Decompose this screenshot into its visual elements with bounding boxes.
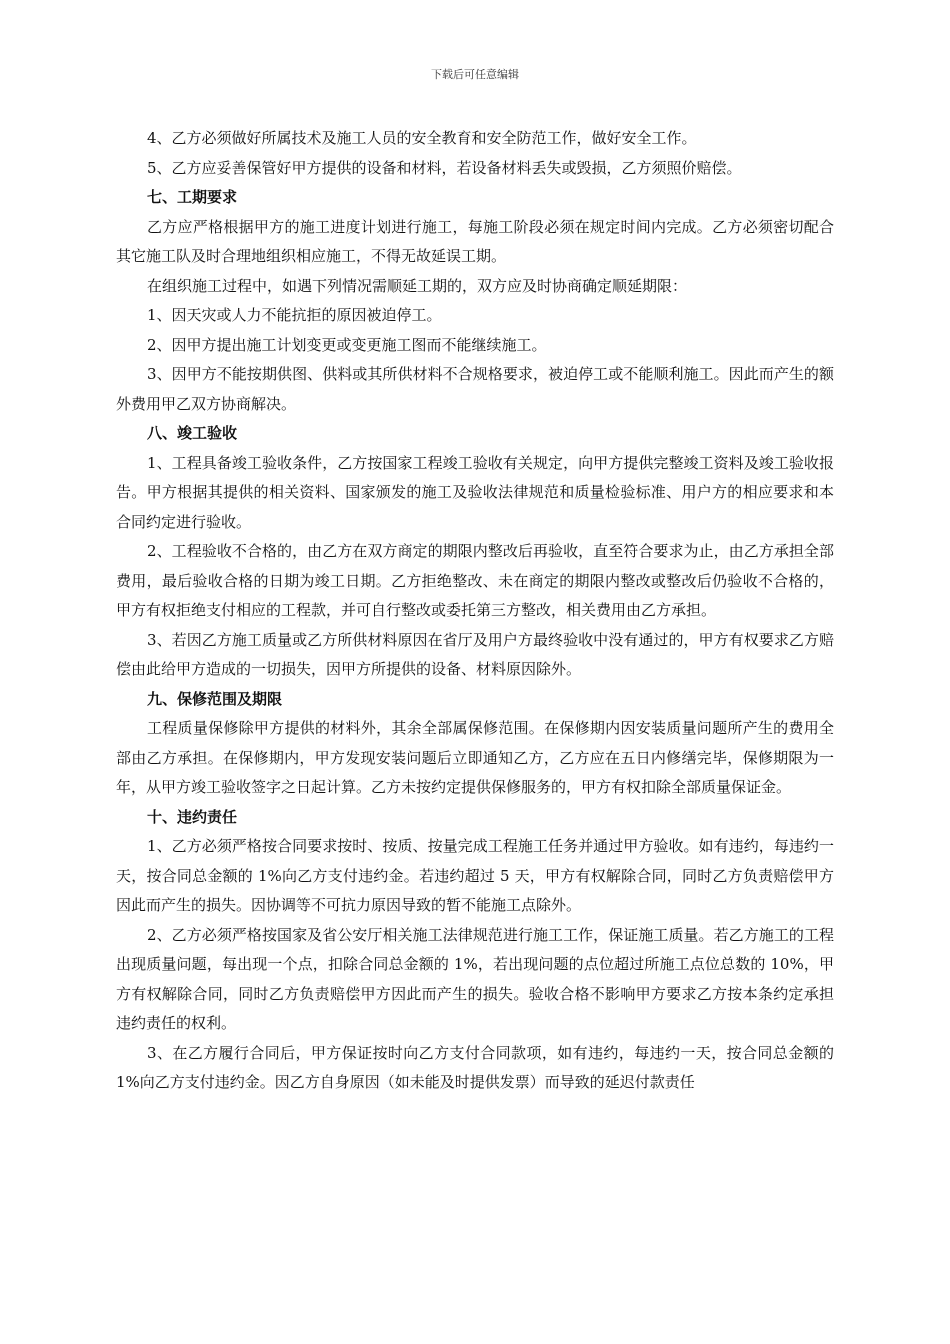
paragraph: 2、因甲方提出施工计划变更或变更施工图而不能继续施工。 bbox=[147, 335, 547, 354]
paragraph: 4、乙方必须做好所属技术及施工人员的安全教育和安全防范工作，做好安全工作。 bbox=[147, 129, 697, 147]
paragraph: 1、工程具备竣工验收条件，乙方按国家工程竣工验收有关规定，向甲方提供完整竣工资料及竣工验收报告。甲方根据其提供的相关资料、国家颁发的施工及验收法律规范和质量检验标准、用户方的相应要求和本合同约定进行验收。 bbox=[116, 453, 834, 531]
paragraph: 1、乙方必须严格按合同要求按时、按质、按量完成工程施工任务并通过甲方验收。如有违约，每违约一天，按合同总金额的 1%向乙方支付违约金。若违约超过 5 天，甲方有权解除合同，同时乙方负责赔偿甲方因此而产生的损失。因协调等不可抗力原因导致的暂不能施工点除外。 bbox=[116, 837, 834, 914]
paragraph: 在组织施工过程中，如遇下列情况需顺延工期的，双方应及时协商确定顺延期限： bbox=[147, 276, 688, 295]
section-heading: 十、违约责任 bbox=[147, 807, 238, 826]
paragraph: 2、乙方必须严格按国家及省公安厅相关施工法律规范进行施工工作，保证施工质量。若乙方施工的工程出现质量问题，每出现一个点，扣除合同总金额的 1%，若出现问题的点位超过所施工点位总数的 10%，甲方有权解除合同，同时乙方负责赔偿甲方因此而产生的损失。验收合格不影响甲方要求乙方按本条约定承担违约责任的权利。 bbox=[116, 925, 834, 1032]
paragraph: 3、若因乙方施工质量或乙方所供材料原因在省厅及用户方最终验收中没有通过的，甲方有权要求乙方赔偿由此给甲方造成的一切损失，因甲方所提供的设备、材料原因除外。 bbox=[116, 630, 834, 678]
section-heading: 七、工期要求 bbox=[147, 188, 238, 206]
paragraph: 乙方应严格根据甲方的施工进度计划进行施工，每施工阶段必须在规定时间内完成。乙方必须密切配合其它施工队及时合理地组织相应施工，不得无故延误工期。 bbox=[116, 217, 834, 265]
paragraph: 3、在乙方履行合同后，甲方保证按时向乙方支付合同款项，如有违约，每违约一天，按合同总金额的 1%向乙方支付违约金。因乙方自身原因（如未能及时提供发票）而导致的延迟付款责任 bbox=[116, 1043, 834, 1091]
page-header: 下载后可任意编辑 bbox=[431, 68, 519, 81]
section-heading: 九、保修范围及期限 bbox=[147, 689, 283, 708]
paragraph: 2、工程验收不合格的，由乙方在双方商定的期限内整改后再验收，直至符合要求为止，由乙方承担全部费用，最后验收合格的日期为竣工日期。乙方拒绝整改、未在商定的期限内整改或整改后仍验收不合格的，甲方有权拒绝支付相应的工程款，并可自行整改或委托第三方整改，相关费用由乙方承担。 bbox=[116, 542, 834, 619]
paragraph: 工程质量保修除甲方提供的材料外，其余全部属保修范围。在保修期内因安装质量问题所产生的费用全部由乙方承担。在保修期内，甲方发现安装问题后立即通知乙方，乙方应在五日内修缮完毕，保修期限为一年，从甲方竣工验收签字之日起计算。乙方未按约定提供保修服务的，甲方有权扣除全部质量保证金。 bbox=[116, 719, 834, 796]
paragraph: 5、乙方应妥善保管好甲方提供的设备和材料，若设备材料丢失或毁损，乙方须照价赔偿。 bbox=[147, 158, 742, 177]
paragraph: 1、因天灾或人力不能抗拒的原因被迫停工。 bbox=[147, 306, 442, 324]
section-heading: 八、竣工验收 bbox=[147, 424, 238, 442]
paragraph: 3、因甲方不能按期供图、供料或其所供材料不合规格要求，被迫停工或不能顺利施工。因此而产生的额外费用甲乙双方协商解决。 bbox=[116, 365, 834, 413]
document-body bbox=[116, 124, 834, 1098]
